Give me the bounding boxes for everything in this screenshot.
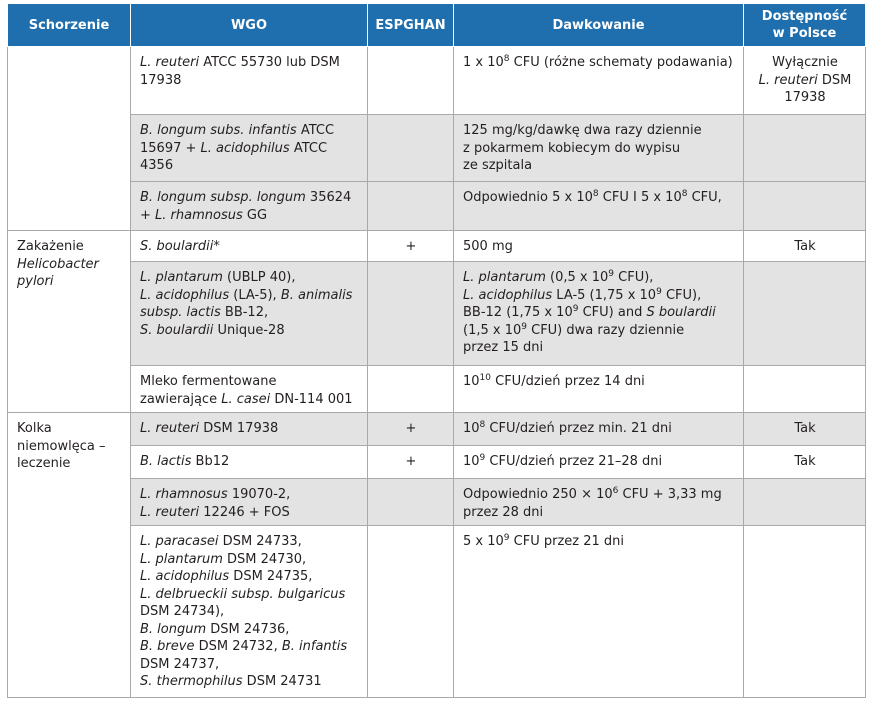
strain-cell — [131, 231, 368, 262]
text-run: 17938 — [140, 72, 182, 88]
text-run: przez 15 dni — [463, 340, 544, 355]
table-row — [8, 526, 866, 698]
text-run: Zakażenie — [17, 239, 84, 254]
text-line — [463, 486, 735, 504]
text-run: B. longum subsp. longum — [140, 190, 306, 205]
text-run: S. thermophilus — [140, 674, 243, 689]
text-line — [463, 504, 735, 522]
text-run: DSM 24730, — [222, 551, 307, 567]
text-run: + — [140, 207, 156, 223]
text-line — [463, 287, 735, 305]
espghan-cell — [368, 47, 454, 115]
text-line — [753, 453, 857, 471]
dosage-cell — [454, 231, 744, 262]
text-line — [17, 273, 122, 291]
text-line — [463, 157, 735, 175]
dosage-cell — [454, 182, 744, 231]
text-run: CFU/dzień przez 14 dni — [491, 374, 645, 389]
text-run: Kolka — [17, 421, 52, 436]
text-line — [17, 256, 122, 274]
availability-cell — [744, 231, 866, 262]
text-run: przez 28 dni — [463, 504, 544, 520]
text-line — [140, 287, 359, 305]
text-run: L. plantarum — [140, 551, 223, 567]
table-row — [8, 262, 866, 366]
strain-cell — [131, 446, 368, 479]
text-run: L. acidophilus — [463, 287, 553, 303]
availability-cell — [744, 262, 866, 366]
availability-cell — [744, 446, 866, 479]
text-line — [140, 603, 359, 621]
superscript: 9 — [503, 533, 510, 543]
text-line — [140, 304, 359, 322]
superscript: 6 — [612, 486, 619, 496]
text-run: ATCC — [289, 140, 328, 156]
table-row — [8, 182, 866, 231]
superscript: 8 — [681, 189, 688, 199]
text-run: 35624 — [305, 190, 352, 205]
superscript: 9 — [572, 304, 579, 314]
text-line — [753, 54, 857, 72]
text-run: leczenie — [17, 456, 71, 471]
text-run: CFU + 3,33 mg — [618, 487, 722, 502]
availability-cell — [744, 479, 866, 526]
text-run: pylori — [17, 274, 54, 289]
text-run: L. plantarum — [463, 270, 546, 285]
dosage-cell — [454, 115, 744, 182]
text-run: CFU, — [687, 190, 722, 205]
text-run: B. longum — [140, 621, 207, 637]
text-run: L. acidophilus — [140, 569, 230, 584]
dosage-cell — [454, 262, 744, 366]
text-line — [463, 140, 735, 158]
text-line — [17, 438, 122, 456]
text-line — [17, 455, 122, 473]
text-run: 19070-2, — [227, 487, 291, 502]
text-run: Mleko fermentowane — [140, 374, 277, 389]
dosage-cell — [454, 413, 744, 446]
text-run: DSM — [817, 72, 852, 88]
text-run: niemowlęca – — [17, 438, 106, 454]
text-line — [140, 322, 359, 340]
text-run: 10 — [463, 454, 480, 469]
text-line — [140, 140, 359, 158]
text-run: (1,5 x 10 — [463, 322, 522, 338]
text-run: L. rhamnosus — [140, 487, 228, 502]
strain-cell — [131, 366, 368, 413]
text-run: 5 x 10 — [463, 534, 504, 549]
strain-cell — [131, 262, 368, 366]
text-run: DN-114 001 — [270, 391, 353, 407]
text-run: L. paracasei — [140, 534, 219, 549]
dosage-cell — [454, 47, 744, 115]
text-line — [140, 638, 359, 656]
text-line — [463, 453, 735, 471]
dosage-cell — [454, 366, 744, 413]
text-run: CFU przez 21 dni — [509, 534, 625, 549]
text-run: B. infantis — [281, 639, 348, 654]
text-line — [140, 586, 359, 604]
superscript: 9 — [521, 321, 527, 332]
text-run: CFU/dzień przez min. 21 dni — [485, 421, 672, 436]
text-run: Helicobacter — [17, 256, 99, 272]
superscript: 8 — [479, 420, 486, 430]
availability-cell — [744, 366, 866, 413]
header-disease: Schorzenie — [8, 4, 131, 47]
availability-cell — [744, 413, 866, 446]
text-run: 15697 + — [140, 140, 201, 156]
superscript: 9 — [656, 286, 662, 297]
text-line — [140, 504, 359, 522]
disease-cell-colic — [8, 413, 131, 698]
text-run: DSM 24736, — [206, 621, 290, 637]
text-run: Odpowiednio 250 × 10 — [463, 487, 613, 502]
text-run: B. longum subs. infantis — [140, 123, 297, 138]
text-run: DSM 24737, — [140, 656, 220, 672]
text-run: 10 — [463, 421, 480, 436]
text-run: BB-12, — [220, 305, 269, 320]
text-line — [140, 54, 359, 72]
text-run: 4356 — [140, 158, 174, 173]
espghan-cell — [368, 526, 454, 698]
text-run: CFU), — [614, 270, 654, 285]
text-line — [140, 122, 359, 140]
text-run: Odpowiednio 5 x 10 — [463, 190, 593, 205]
text-line — [140, 373, 359, 391]
text-run: DSM 24731 — [242, 674, 322, 689]
text-run: ze szpitala — [463, 158, 533, 173]
text-line — [140, 72, 359, 90]
text-line — [463, 238, 735, 256]
text-line — [140, 207, 359, 225]
text-line — [463, 54, 735, 72]
text-line — [140, 189, 359, 207]
text-line — [140, 673, 359, 691]
table-row — [8, 231, 866, 262]
table-row — [8, 446, 866, 479]
dosage-cell — [454, 479, 744, 526]
text-line — [753, 72, 857, 90]
text-line — [17, 238, 122, 256]
text-run: (0,5 x 10 — [545, 270, 609, 285]
superscript: 8 — [592, 189, 599, 199]
text-run: ATCC 55730 lub DSM — [199, 55, 340, 70]
text-line — [463, 189, 735, 207]
text-run: 17938 — [784, 90, 826, 105]
text-run: GG — [242, 207, 268, 223]
text-line — [753, 238, 857, 256]
table-row — [8, 413, 866, 446]
espghan-cell: + — [368, 446, 454, 479]
text-run: CFU/dzień przez 21–28 dni — [485, 454, 663, 469]
text-run: z pokarmem kobiecym do wypisu — [463, 140, 681, 156]
text-run: B. animalis — [280, 287, 353, 303]
text-run: LA-5 (1,75 x 10 — [552, 287, 657, 303]
table-row — [8, 479, 866, 526]
espghan-cell — [368, 479, 454, 526]
espghan-cell — [368, 115, 454, 182]
text-line — [140, 568, 359, 586]
text-run: L. reuteri — [140, 421, 200, 436]
text-run: S. boulardii* — [140, 239, 220, 254]
dosage-cell — [454, 526, 744, 698]
text-run: DSM 24735, — [229, 569, 313, 584]
header-row — [8, 4, 866, 47]
text-run: B. lactis — [140, 454, 192, 469]
strain-cell — [131, 115, 368, 182]
text-line — [140, 533, 359, 551]
text-run: 10 — [463, 374, 480, 389]
text-run: Tak — [794, 239, 816, 254]
text-run: L. casei — [221, 391, 271, 407]
text-line — [140, 486, 359, 504]
text-run: DSM 17938 — [199, 421, 279, 436]
text-run: L. reuteri — [140, 55, 200, 70]
text-line — [463, 339, 735, 357]
text-run: DSM 24734), — [140, 604, 225, 619]
availability-cell — [744, 47, 866, 115]
text-run: 125 mg/kg/dawkę dwa razy dziennie — [463, 123, 702, 138]
text-run: subsp. lactis — [140, 305, 221, 320]
header-wgo: WGO — [131, 4, 368, 47]
text-run: (LA-5), — [229, 287, 281, 303]
text-run: 1 x 10 — [463, 55, 504, 70]
espghan-cell: + — [368, 413, 454, 446]
text-run: DSM 24733, — [218, 534, 302, 549]
espghan-cell — [368, 262, 454, 366]
text-run: Unique-28 — [213, 322, 285, 338]
text-run: 12246 + FOS — [199, 504, 290, 520]
strain-cell — [131, 479, 368, 526]
header-availability: Dostępność w Polsce — [744, 4, 866, 47]
superscript: 9 — [608, 269, 615, 279]
text-line — [140, 656, 359, 674]
text-line — [463, 420, 735, 438]
text-run: Tak — [794, 454, 816, 469]
text-run: CFU (różne schematy podawania) — [509, 55, 733, 70]
text-line — [463, 304, 735, 322]
text-run: DSM 24732, — [194, 639, 282, 654]
text-run: CFU I 5 x 10 — [598, 190, 682, 205]
text-line — [463, 373, 735, 391]
header-dosage: Dawkowanie — [454, 4, 744, 47]
header-espghan: ESPGHAN — [368, 4, 454, 47]
availability-cell — [744, 526, 866, 698]
table-row — [8, 47, 866, 115]
dosage-cell — [454, 446, 744, 479]
espghan-cell: + — [368, 231, 454, 262]
text-run: L. plantarum — [140, 270, 223, 285]
text-run: CFU) dwa razy dziennie — [526, 322, 685, 338]
text-run: Bb12 — [191, 454, 230, 469]
text-run: 500 mg — [463, 239, 513, 254]
superscript: 8 — [503, 54, 510, 64]
text-run: CFU), — [661, 287, 702, 303]
text-line — [140, 551, 359, 569]
text-line — [463, 122, 735, 140]
text-run: L. reuteri — [140, 504, 200, 520]
text-line — [463, 533, 735, 551]
availability-cell — [744, 182, 866, 231]
text-run: CFU) and — [578, 305, 647, 320]
strain-cell — [131, 526, 368, 698]
text-line — [140, 453, 359, 471]
espghan-cell — [368, 366, 454, 413]
text-run: L. acidophilus — [200, 140, 290, 156]
text-run: L. rhamnosus — [155, 207, 243, 223]
text-run: S. boulardii — [140, 322, 214, 338]
text-line — [463, 269, 735, 287]
disease-cell-helicobacter — [8, 231, 131, 413]
text-line — [140, 238, 359, 256]
text-line — [17, 420, 122, 438]
table-row — [8, 115, 866, 182]
text-line — [140, 157, 359, 175]
disease-cell-empty — [8, 47, 131, 231]
text-line — [140, 391, 359, 409]
availability-cell — [744, 115, 866, 182]
text-run: L. delbrueckii subsp. bulgaricus — [140, 586, 346, 602]
text-line — [753, 420, 857, 438]
text-run: Wyłącznie — [772, 55, 838, 70]
espghan-cell — [368, 182, 454, 231]
text-line — [140, 621, 359, 639]
text-run: Tak — [794, 421, 816, 436]
text-line — [140, 269, 359, 287]
table-row — [8, 366, 866, 413]
text-run: L. acidophilus — [140, 287, 230, 303]
text-run: BB-12 (1,75 x 10 — [463, 305, 573, 320]
text-run: B. breve — [140, 639, 195, 654]
strain-cell — [131, 413, 368, 446]
text-run: zawierające — [140, 391, 222, 407]
superscript: 10 — [479, 373, 491, 383]
text-line — [140, 420, 359, 438]
text-run: (UBLP 40), — [222, 270, 296, 285]
probiotics-table — [7, 3, 866, 698]
text-line — [753, 89, 857, 107]
superscript: 9 — [479, 453, 486, 463]
strain-cell — [131, 182, 368, 231]
text-run: L. reuteri — [758, 72, 818, 88]
strain-cell — [131, 47, 368, 115]
text-run: ATCC — [296, 123, 335, 138]
text-line — [463, 322, 735, 340]
text-run: S boulardii — [646, 305, 716, 320]
